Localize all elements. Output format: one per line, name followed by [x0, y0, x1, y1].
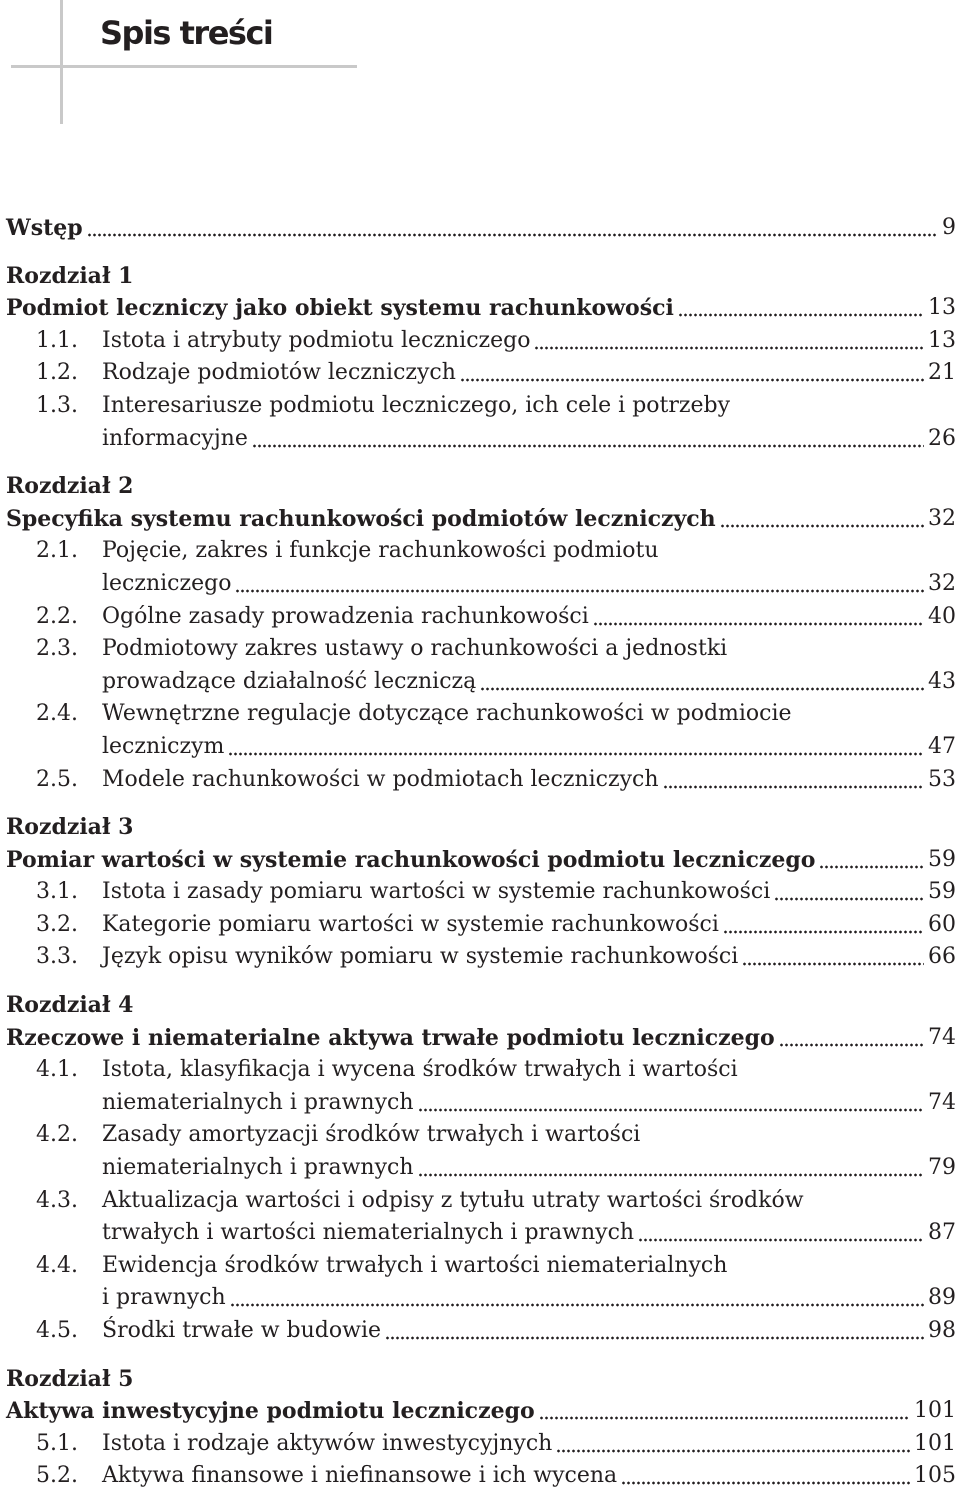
toc-leader-dots	[720, 524, 924, 528]
toc-entry-number: 2.4.	[36, 701, 78, 727]
toc-leader-dots	[534, 346, 924, 350]
toc-page-number: 26	[928, 425, 956, 451]
toc-page-number: 98	[928, 1318, 956, 1343]
toc-entry-title: Interesariusze podmiotu leczniczego, ich cele i potrzeby	[102, 392, 730, 418]
toc-entry-title: Rozdział 2	[6, 473, 134, 500]
toc-entry-title: Istota, klasyfikacja i wycena środków trwałych i wartości	[102, 1057, 738, 1083]
toc-entry	[6, 633, 956, 666]
toc-page-number: 32	[928, 570, 956, 596]
toc-leader-dots	[742, 962, 924, 966]
toc-page-number: 59	[928, 879, 956, 905]
toc-entry-title: Rozdział 3	[6, 814, 134, 841]
toc-entry-title: Modele rachunkowości w podmiotach leczniczych	[102, 766, 659, 792]
toc-entry	[6, 989, 956, 1022]
toc-entry-title: Rodzaje podmiotów leczniczych	[102, 360, 456, 386]
toc-entry	[6, 1022, 956, 1055]
toc-entry-title: Ewidencja środków trwałych i wartości niematerialnych	[102, 1252, 728, 1278]
toc-entry	[6, 1185, 956, 1218]
toc-leader-dots	[418, 1173, 924, 1177]
toc-page-number: 89	[928, 1285, 956, 1311]
toc-leader-dots	[230, 1303, 924, 1307]
toc-entry	[6, 470, 956, 503]
toc-leader-dots	[539, 1416, 910, 1420]
toc-entry-title: Ogólne zasady prowadzenia rachunkowości	[102, 603, 589, 629]
toc-page-number: 79	[928, 1155, 956, 1181]
toc-entry-title: Środki trwałe w budowie	[102, 1318, 382, 1343]
toc-entry-number: 4.4.	[36, 1252, 78, 1278]
toc-leader-dots	[252, 444, 924, 448]
toc-entry	[6, 568, 956, 601]
toc-leader-dots	[723, 930, 924, 934]
toc-entry	[6, 844, 956, 877]
toc-leader-dots	[87, 233, 938, 237]
toc-page-number: 13	[928, 327, 956, 353]
toc-leader-dots	[556, 1449, 910, 1453]
toc-entry	[6, 941, 956, 974]
toc-entry	[6, 292, 956, 325]
toc-page-number: 32	[928, 505, 956, 531]
toc-leader-dots	[621, 1481, 910, 1485]
toc-page-number: 9	[942, 215, 956, 240]
toc-entry-title: Aktualizacja wartości i odpisy z tytułu utraty wartości środków	[102, 1187, 804, 1213]
toc-entry-title: Specyfika systemu rachunkowości podmiotów leczniczych	[6, 505, 716, 532]
toc-entry-title: Zasady amortyzacji środków trwałych i wartości	[102, 1122, 641, 1148]
toc-entry-title: Podmiot leczniczy jako obiekt systemu rachunkowości	[6, 295, 674, 322]
toc-page-number: 43	[928, 668, 956, 694]
toc-entry	[6, 503, 956, 536]
toc-entry-title: Aktywa inwestycyjne podmiotu leczniczego	[6, 1398, 535, 1425]
toc-entry-number: 2.1.	[36, 538, 78, 564]
toc-leader-dots	[779, 1043, 924, 1047]
toc-entry-number: 5.1.	[36, 1430, 78, 1456]
toc-entry-number: 2.3.	[36, 636, 78, 662]
decorative-vertical-rule	[60, 0, 63, 124]
toc-entry	[6, 1152, 956, 1185]
toc-leader-dots	[228, 752, 924, 756]
toc-leader-dots	[663, 785, 924, 789]
toc-leader-dots	[235, 589, 924, 593]
toc-entry	[6, 1282, 956, 1315]
toc-entry-number: 4.2.	[36, 1122, 78, 1148]
toc-leader-dots	[819, 865, 924, 869]
toc-entry-title: Kategorie pomiaru wartości w systemie rachunkowości	[102, 911, 719, 937]
toc-entry-number: 4.5.	[36, 1318, 78, 1343]
toc-entry-title: Pojęcie, zakres i funkcje rachunkowości podmiotu	[102, 538, 659, 564]
toc-entry-number: 2.5.	[36, 766, 78, 792]
toc-page-number: 40	[928, 603, 956, 629]
toc-entry	[6, 1428, 956, 1461]
toc-entry-title: niematerialnych i prawnych	[102, 1155, 414, 1181]
toc-entry-number: 1.2.	[36, 360, 78, 386]
toc-leader-dots	[593, 622, 924, 626]
toc-entry	[6, 1119, 956, 1152]
toc-leader-dots	[385, 1336, 924, 1340]
toc-page-number: 13	[928, 295, 956, 321]
toc-entry	[6, 260, 956, 293]
toc-entry	[6, 212, 956, 245]
toc-entry	[6, 1363, 956, 1396]
toc-page-number: 59	[928, 846, 956, 872]
toc-entry-title: Pomiar wartości w systemie rachunkowości podmiotu leczniczego	[6, 846, 816, 873]
toc-page-number: 74	[928, 1024, 956, 1050]
toc-entry-title: Język opisu wyników pomiaru w systemie rachunkowości	[102, 944, 739, 970]
toc-entry-title: informacyjne	[102, 425, 248, 451]
toc-entry	[6, 1315, 956, 1348]
toc-entry	[6, 1250, 956, 1283]
toc-page-number: 21	[928, 360, 956, 386]
toc-leader-dots	[480, 687, 924, 691]
toc-entry-number: 2.2.	[36, 603, 78, 629]
toc-entry-number: 1.3.	[36, 392, 78, 418]
toc-entry	[6, 1054, 956, 1087]
toc-entry-title: trwałych i wartości niematerialnych i prawnych	[102, 1220, 635, 1246]
toc-page-number: 60	[928, 911, 956, 937]
toc-entry	[6, 764, 956, 797]
toc-page-number: 53	[928, 766, 956, 792]
toc-entry-number: 3.2.	[36, 911, 78, 937]
toc-entry	[6, 390, 956, 423]
table-of-contents	[6, 212, 956, 1493]
toc-leader-dots	[678, 313, 924, 317]
toc-entry	[6, 423, 956, 456]
toc-page-number: 105	[914, 1463, 956, 1489]
toc-leader-dots	[774, 897, 924, 901]
toc-entry-title: Rozdział 1	[6, 262, 134, 289]
toc-entry-number: 4.3.	[36, 1187, 78, 1213]
toc-entry-title: Rzeczowe i niematerialne aktywa trwałe podmiotu leczniczego	[6, 1024, 775, 1051]
toc-entry	[6, 731, 956, 764]
toc-entry	[6, 811, 956, 844]
toc-page-number: 101	[914, 1398, 956, 1424]
toc-page-number: 47	[928, 733, 956, 759]
toc-entry-title: Wewnętrzne regulacje dotyczące rachunkowości w podmiocie	[102, 701, 792, 727]
toc-entry-number: 4.1.	[36, 1057, 78, 1083]
toc-entry-title: leczniczego	[102, 570, 232, 596]
toc-entry-title: i prawnych	[102, 1285, 226, 1311]
toc-entry-title: Wstęp	[6, 215, 83, 241]
toc-entry-title: Istota i atrybuty podmiotu leczniczego	[102, 327, 531, 353]
toc-entry	[6, 1217, 956, 1250]
toc-entry	[6, 1395, 956, 1428]
toc-entry	[6, 909, 956, 942]
toc-entry-number: 3.1.	[36, 879, 78, 905]
page-title: Spis treści	[100, 14, 273, 52]
toc-leader-dots	[460, 378, 924, 382]
toc-entry-title: Rozdział 4	[6, 992, 134, 1019]
toc-entry-title: niematerialnych i prawnych	[102, 1089, 414, 1115]
toc-entry	[6, 325, 956, 358]
toc-entry-number: 3.3.	[36, 944, 78, 970]
toc-entry-title: Aktywa finansowe i niefinansowe i ich wycena	[102, 1463, 618, 1489]
toc-entry-title: leczniczym	[102, 733, 225, 759]
toc-entry	[6, 666, 956, 699]
toc-entry-title: Rozdział 5	[6, 1365, 134, 1392]
toc-entry-title: Podmiotowy zakres ustawy o rachunkowości a jednostki	[102, 636, 728, 662]
toc-entry	[6, 876, 956, 909]
toc-entry	[6, 357, 956, 390]
toc-entry	[6, 698, 956, 731]
toc-leader-dots	[418, 1108, 924, 1112]
toc-page-number: 87	[928, 1220, 956, 1246]
toc-entry	[6, 1460, 956, 1493]
toc-page-number: 66	[928, 944, 956, 970]
toc-page-number: 101	[914, 1430, 956, 1456]
toc-entry-title: Istota i rodzaje aktywów inwestycyjnych	[102, 1430, 553, 1456]
decorative-horizontal-rule	[11, 65, 357, 68]
toc-entry	[6, 1087, 956, 1120]
toc-entry-title: Istota i zasady pomiaru wartości w systemie rachunkowości	[102, 879, 771, 905]
toc-entry	[6, 535, 956, 568]
toc-page-number: 74	[928, 1089, 956, 1115]
toc-entry-title: prowadzące działalność leczniczą	[102, 668, 477, 694]
toc-entry-number: 5.2.	[36, 1463, 78, 1489]
toc-entry	[6, 601, 956, 634]
toc-entry-number: 1.1.	[36, 327, 78, 353]
toc-leader-dots	[638, 1238, 924, 1242]
